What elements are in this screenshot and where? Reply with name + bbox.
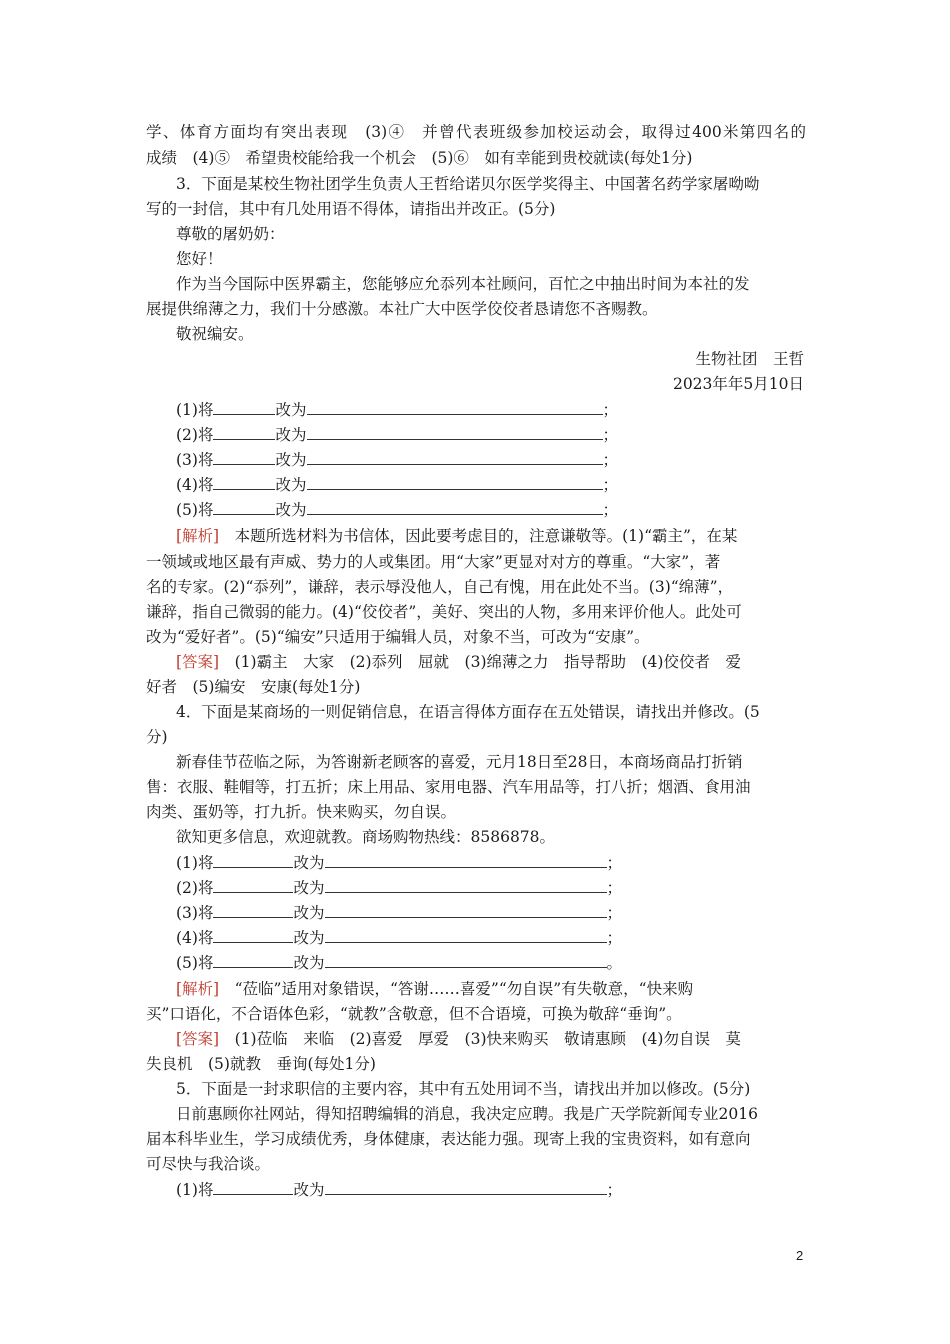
fill-line: (5)将 改为 。 [176, 951, 836, 975]
blank-field[interactable] [307, 448, 603, 465]
blank-field[interactable] [325, 951, 607, 968]
blank-field[interactable] [213, 448, 275, 465]
blank-field[interactable] [213, 926, 293, 943]
analysis-label: [解析] [176, 980, 220, 998]
text-line: 谦辞，指自己微弱的能力。(4)“佼佼者”，美好、突出的人物，多用来评价他人。此处可 [146, 603, 742, 621]
fill-line: (2)将 改为 ； [176, 876, 836, 900]
cover-letter-body: 届本科毕业生，学习成绩优秀，身体健康，表达能力强。现寄上我的宝贵资料，如有意向 [146, 1130, 751, 1148]
answer-paragraph: [答案] (1)莅临 来临 (2)喜爱 厚爱 (3)快来购买 敬请惠顾 (4)勿自误 莫 [176, 1030, 741, 1048]
blank-field[interactable] [213, 876, 293, 893]
fill-line: (1)将 改为 ； [176, 1178, 836, 1202]
text-line: 名的专家。(2)“忝列”，谦辞，表示辱没他人，自己有愧，用在此处不当。(3)“绵薄”， [146, 578, 734, 596]
fill-line: (1)将 改为 ； [176, 398, 836, 422]
blank-field[interactable] [213, 851, 293, 868]
letter-body: 作为当今国际中医界霸主，您能够应允忝列本社顾问，百忙之中抽出时间为本社的发 [176, 275, 750, 293]
letter-salutation: 尊敬的屠奶奶： [176, 225, 285, 243]
text-line: 好者 (5)编安 安康(每处1分) [146, 678, 361, 696]
text-line: 失良机 (5)就教 垂询(每处1分) [146, 1055, 376, 1073]
cover-letter-body: 可尽快与我洽谈。 [146, 1155, 271, 1173]
blank-field[interactable] [213, 951, 293, 968]
blank-field[interactable] [213, 901, 293, 918]
fill-line: (4)将 改为 ； [176, 926, 836, 950]
question-4: 4．下面是某商场的一则促销信息，在语言得体方面存在五处错误，请找出并修改。(5 [176, 703, 760, 721]
answer-paragraph: [答案] (1)霸主 大家 (2)忝列 屈就 (3)绵薄之力 指导帮助 (4)佼佼者 爱 [176, 653, 741, 671]
text-line: 买”口语化，不合语体色彩，“就教”含敬意，但不合语境，可换为敬辞“垂询”。 [146, 1005, 682, 1023]
fill-line: (2)将 改为 ； [176, 423, 836, 447]
text-line: 写的一封信，其中有几处用语不得体，请指出并改正。(5分) [146, 200, 556, 218]
letter-body: 展提供绵薄之力，我们十分感激。本社广大中医学佼佼者恳请您不吝赐教。 [146, 300, 658, 318]
blank-field[interactable] [213, 1178, 293, 1195]
blank-field[interactable] [307, 498, 603, 515]
text-line: 学、体育方面均有突出表现 (3)④ 并曾代表班级参加校运动会，取得过400米第四名的 [146, 123, 806, 141]
analysis-paragraph: [解析] “莅临”适用对象错误，“答谢……喜爱”“勿自误”有失敬意，“快来购 [176, 980, 694, 998]
question-5: 5．下面是一封求职信的主要内容，其中有五处用词不当，请找出并加以修改。(5分) [176, 1080, 751, 1098]
blank-field[interactable] [325, 1178, 607, 1195]
text-line: 一领域或地区最有声威、势力的人或集团。用“大家”更显对对方的尊重。“大家”，著 [146, 553, 721, 571]
blank-field[interactable] [307, 398, 603, 415]
notice-body: 售：衣服、鞋帽等，打五折；床上用品、家用电器、汽车用品等，打八折；烟酒、食用油 [146, 778, 751, 796]
answer-label: [答案] [176, 653, 220, 671]
blank-field[interactable] [213, 498, 275, 515]
question-3: 3．下面是某校生物社团学生负责人王哲给诺贝尔医学奖得主、中国著名药学家屠呦呦 [176, 175, 760, 193]
fill-line: (3)将 改为 ； [176, 448, 836, 472]
blank-field[interactable] [213, 473, 275, 490]
text-line: 分) [146, 728, 168, 746]
letter-greeting: 您好！ [176, 250, 223, 268]
fill-line: (1)将 改为 ； [176, 851, 836, 875]
fill-line: (5)将 改为 ； [176, 498, 836, 522]
blank-field[interactable] [213, 398, 275, 415]
letter-closing: 敬祝编安。 [176, 325, 254, 343]
blank-field[interactable] [325, 876, 607, 893]
letter-signature: 生物社团 王哲 [695, 350, 804, 368]
analysis-paragraph: [解析] 本题所选材料为书信体，因此要考虑目的，注意谦敬等。(1)“霸主”，在某 [176, 527, 738, 545]
fill-line: (3)将 改为 ； [176, 901, 836, 925]
notice-body: 肉类、蛋奶等，打九折。快来购买，勿自误。 [146, 803, 457, 821]
page-number: 2 [796, 1248, 804, 1263]
text-line: 改为“爱好者”。(5)“编安”只适用于编辑人员，对象不当，可改为“安康”。 [146, 628, 650, 646]
blank-field[interactable] [325, 926, 607, 943]
notice-body: 欲知更多信息，欢迎就教。商场购物热线：8586878。 [176, 828, 556, 846]
blank-field[interactable] [325, 851, 607, 868]
letter-date: 2023年年5月10日 [672, 375, 804, 393]
blank-field[interactable] [307, 473, 603, 490]
fill-line: (4)将 改为 ； [176, 473, 836, 497]
text-line: 成绩 (4)⑤ 希望贵校能给我一个机会 (5)⑥ 如有幸能到贵校就读(每处1分) [146, 149, 693, 167]
blank-field[interactable] [307, 423, 603, 440]
answer-label: [答案] [176, 1030, 220, 1048]
blank-field[interactable] [325, 901, 607, 918]
notice-body: 新春佳节莅临之际，为答谢新老顾客的喜爱，元月18日至28日，本商场商品打折销 [176, 753, 743, 771]
cover-letter-body: 日前惠顾你社网站，得知招聘编辑的消息，我决定应聘。我是广天学院新闻专业2016 [176, 1105, 758, 1123]
analysis-label: [解析] [176, 527, 220, 545]
blank-field[interactable] [213, 423, 275, 440]
